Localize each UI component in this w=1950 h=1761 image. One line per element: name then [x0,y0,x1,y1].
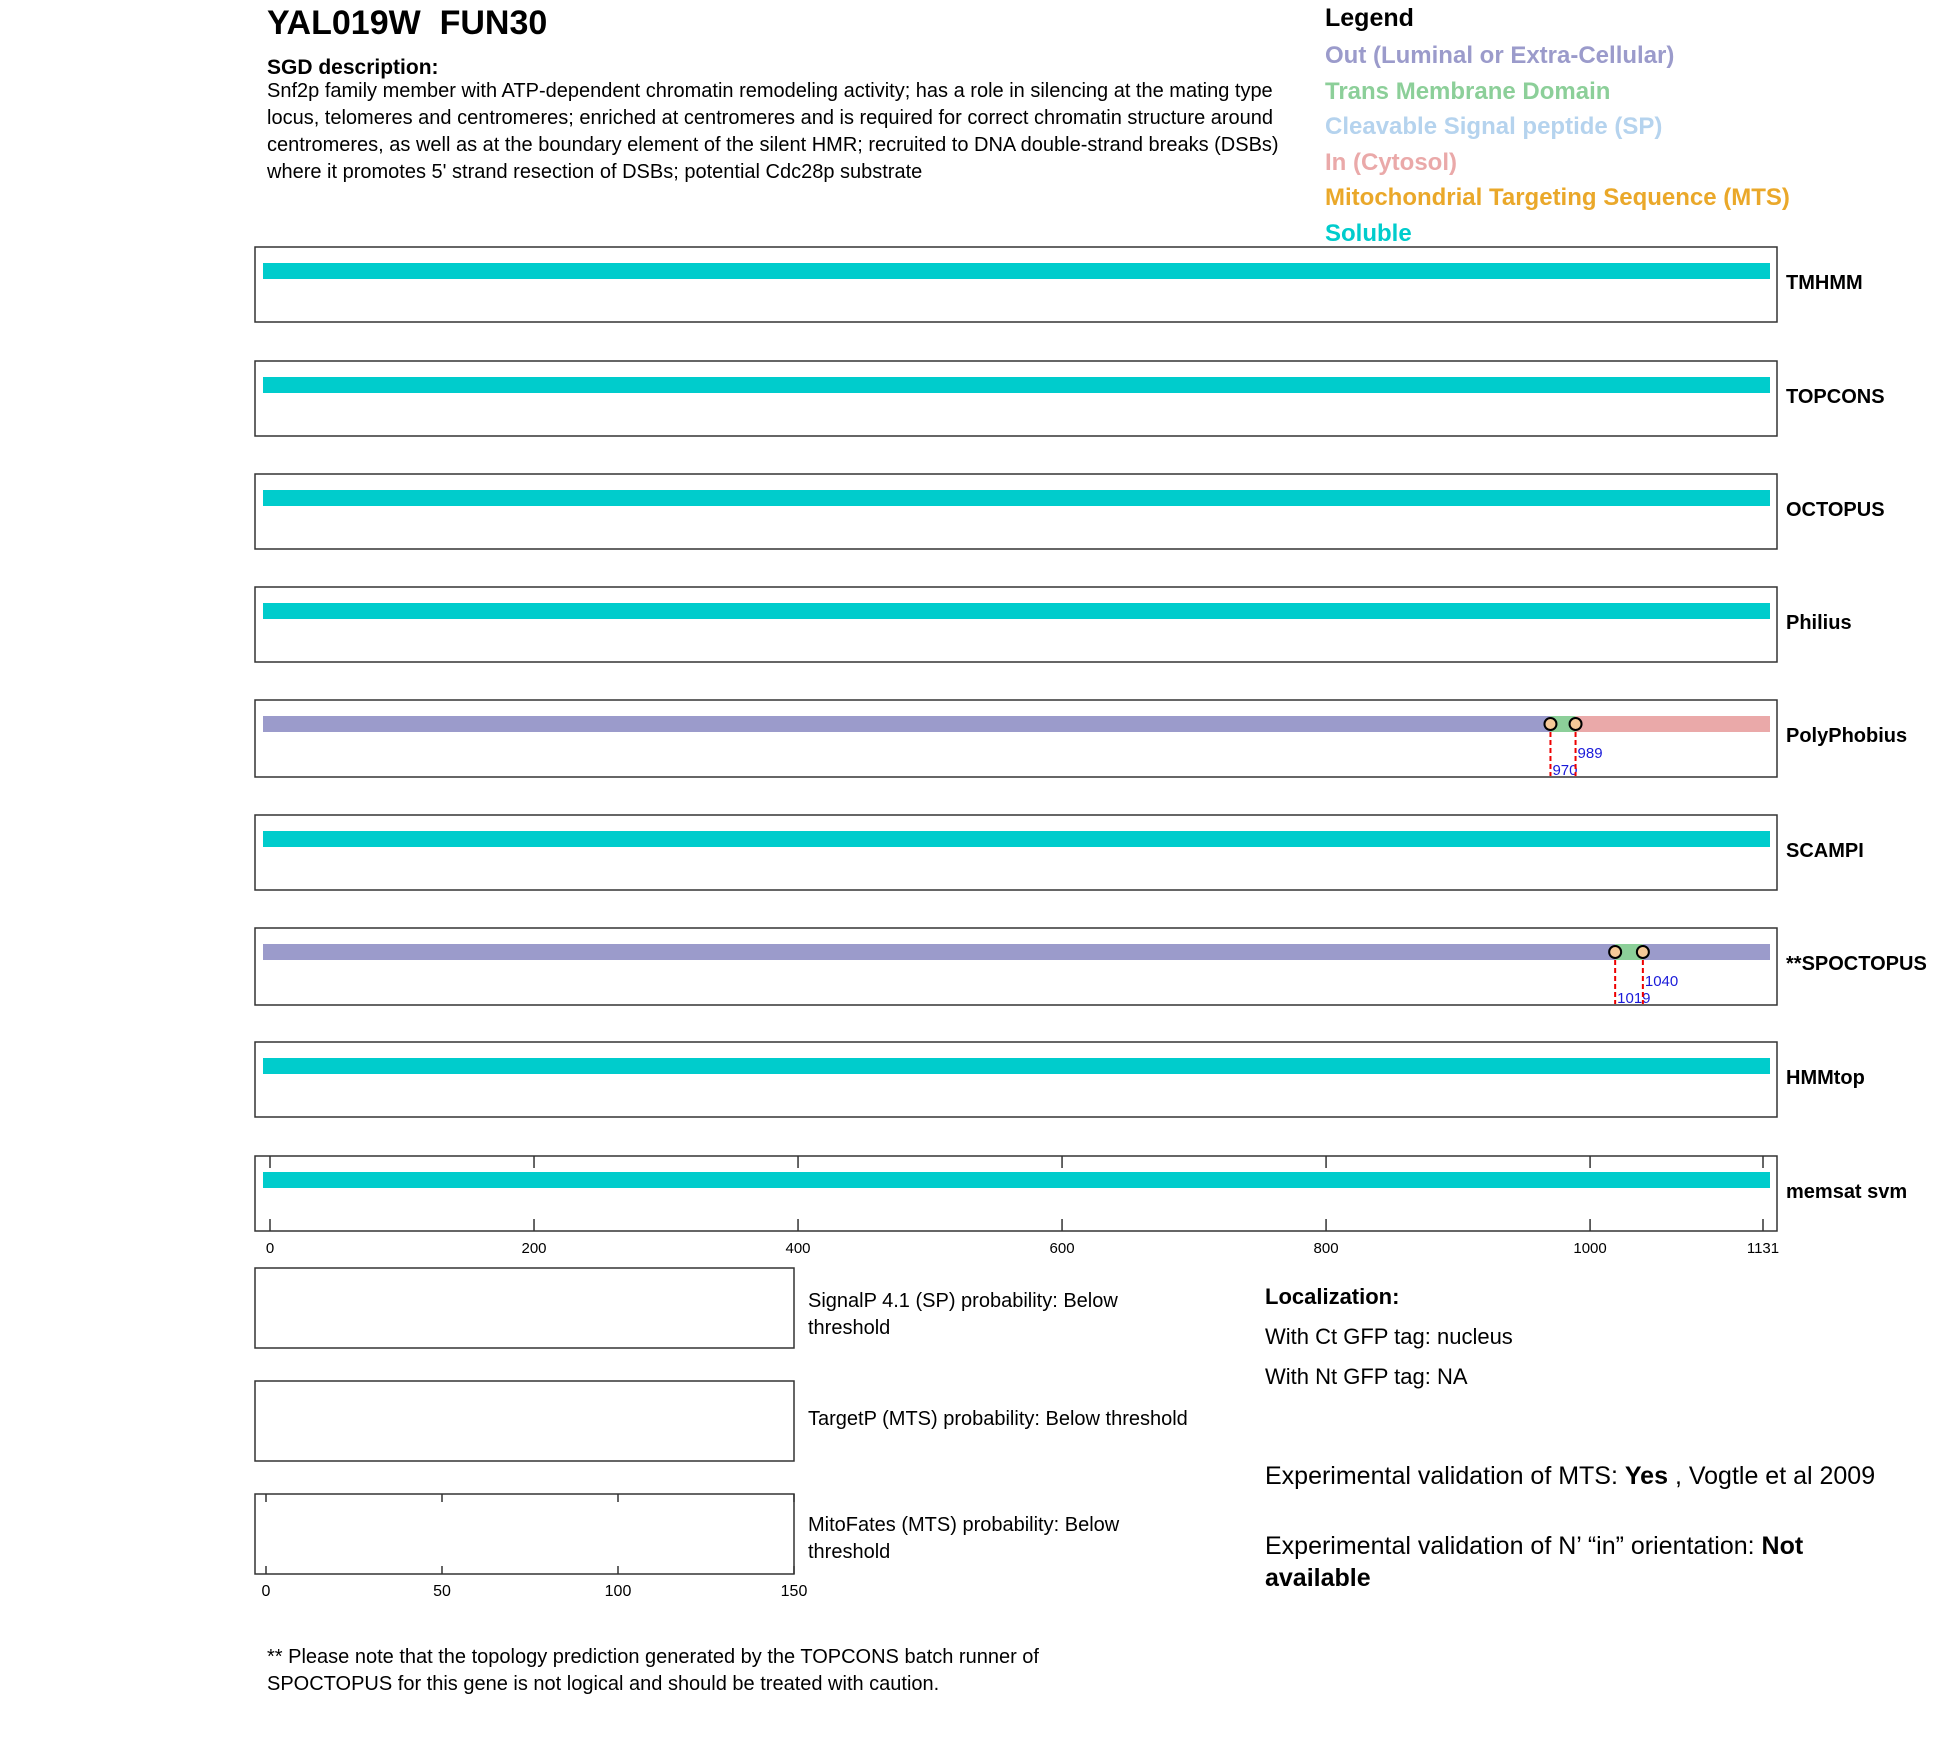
x-tick-label: 1000 [1573,1240,1607,1257]
track-box [255,361,1777,436]
segment-bar [1643,944,1770,960]
segment-bar [263,1172,1770,1188]
mitofates-probability-label: MitoFates (MTS) probability: Below threshold [808,1514,1120,1563]
track-name: PolyPhobius [1786,725,1908,747]
boundary-marker-label: 989 [1577,745,1603,762]
segment-bar [263,716,1550,732]
track-name: Philius [1786,612,1852,634]
track-box [255,700,1777,777]
segment-bar [263,377,1770,393]
localization-title: Localization: [1265,1284,1400,1309]
prob-tick-label: 100 [604,1583,632,1600]
boundary-marker-circle [1544,718,1556,730]
track-box [255,247,1777,322]
prob-tick-label: 150 [780,1583,808,1600]
legend-item: Out (Luminal or Extra-Cellular) [1325,42,1675,69]
probability-box [255,1494,794,1574]
x-tick-label: 400 [785,1240,811,1257]
track-box [255,928,1777,1005]
description-text: Snf2p family member with ATP-dependent chromatin remodeling activity; has a role in silencing at the mating type locus, telomeres and centromeres; enriched at centromeres and is required for correct chromatin structure around centromeres, as well as at the boundary element of the silent HMR; recruited to DNA double-strand breaks (DSBs) where it promotes 5' strand resection of DSBs; potential Cdc28p substrate [267,80,1279,183]
boundary-marker-circle [1637,946,1649,958]
segment-bar [263,1058,1770,1074]
x-tick-label: 600 [1049,1240,1075,1257]
legend-item: Mitochondrial Targeting Sequence (MTS) [1325,184,1790,211]
legend-item: Cleavable Signal peptide (SP) [1325,113,1663,140]
mts-validation-value: Yes [1624,1462,1668,1490]
n-in-validation-prefix: Experimental validation of N’ “in” orientation: [1265,1532,1762,1560]
boundary-marker-circle [1609,946,1621,958]
mts-validation-suffix: , Vogtle et al 2009 [1668,1462,1876,1490]
boundary-marker-label: 1040 [1644,973,1679,990]
prob-tick-label: 50 [433,1583,451,1600]
page-title: YAL019W FUN30 [267,4,548,42]
probability-box [255,1268,794,1348]
mts-validation [1265,1462,1875,1491]
localization-nt-gfp: With Nt GFP tag: NA [1265,1364,1468,1389]
segment-bar [263,831,1770,847]
track-name: HMMtop [1786,1067,1865,1089]
legend-item: Soluble [1325,219,1412,247]
segment-bar [263,603,1770,619]
track-name: TMHMM [1786,272,1863,294]
localization-ct-gfp: With Ct GFP tag: nucleus [1265,1324,1513,1349]
boundary-marker-circle [1570,718,1582,730]
x-tick-label: 800 [1313,1240,1339,1257]
track-name: SCAMPI [1786,840,1864,862]
legend-item: In (Cytosol) [1325,148,1457,176]
track-box [255,587,1777,662]
n-in-validation-value: Not available [1265,1532,1804,1592]
track-name: memsat svm [1786,1181,1908,1203]
localization-block [1265,1284,1513,1390]
description-label: SGD description: [267,56,439,79]
legend-title: Legend [1325,4,1414,32]
x-tick-label: 0 [265,1240,275,1257]
x-tick-label: 1131 [1746,1240,1780,1257]
segment-bar [263,944,1615,960]
segment-bar [263,490,1770,506]
boundary-marker-label: 1019 [1617,990,1651,1007]
legend-item: Trans Membrane Domain [1325,77,1611,105]
track-name: OCTOPUS [1786,499,1885,521]
track-box [255,474,1777,549]
boundary-marker-label: 970 [1552,762,1578,779]
segment-bar [1576,716,1770,732]
footnote: ** Please note that the topology prediction generated by the TOPCONS batch runner of SPOCTOPUS for this gene is not logical and should be treated with caution. [267,1646,1039,1695]
prob-tick-label: 0 [261,1583,271,1600]
targetp-probability-label: TargetP (MTS) probability: Below threshold [808,1408,1188,1430]
track-box [255,1042,1777,1117]
track-name: TOPCONS [1786,386,1885,408]
x-tick-label: 200 [521,1240,547,1257]
track-box [255,815,1777,890]
track-box [255,1156,1777,1231]
mts-validation-prefix: Experimental validation of MTS: [1265,1462,1625,1490]
probability-box [255,1381,794,1461]
track-name: **SPOCTOPUS [1786,953,1927,975]
n-in-validation [1265,1530,1885,1594]
segment-bar [263,263,1770,279]
signalp-probability-label: SignalP 4.1 (SP) probability: Below threshold [808,1290,1118,1339]
